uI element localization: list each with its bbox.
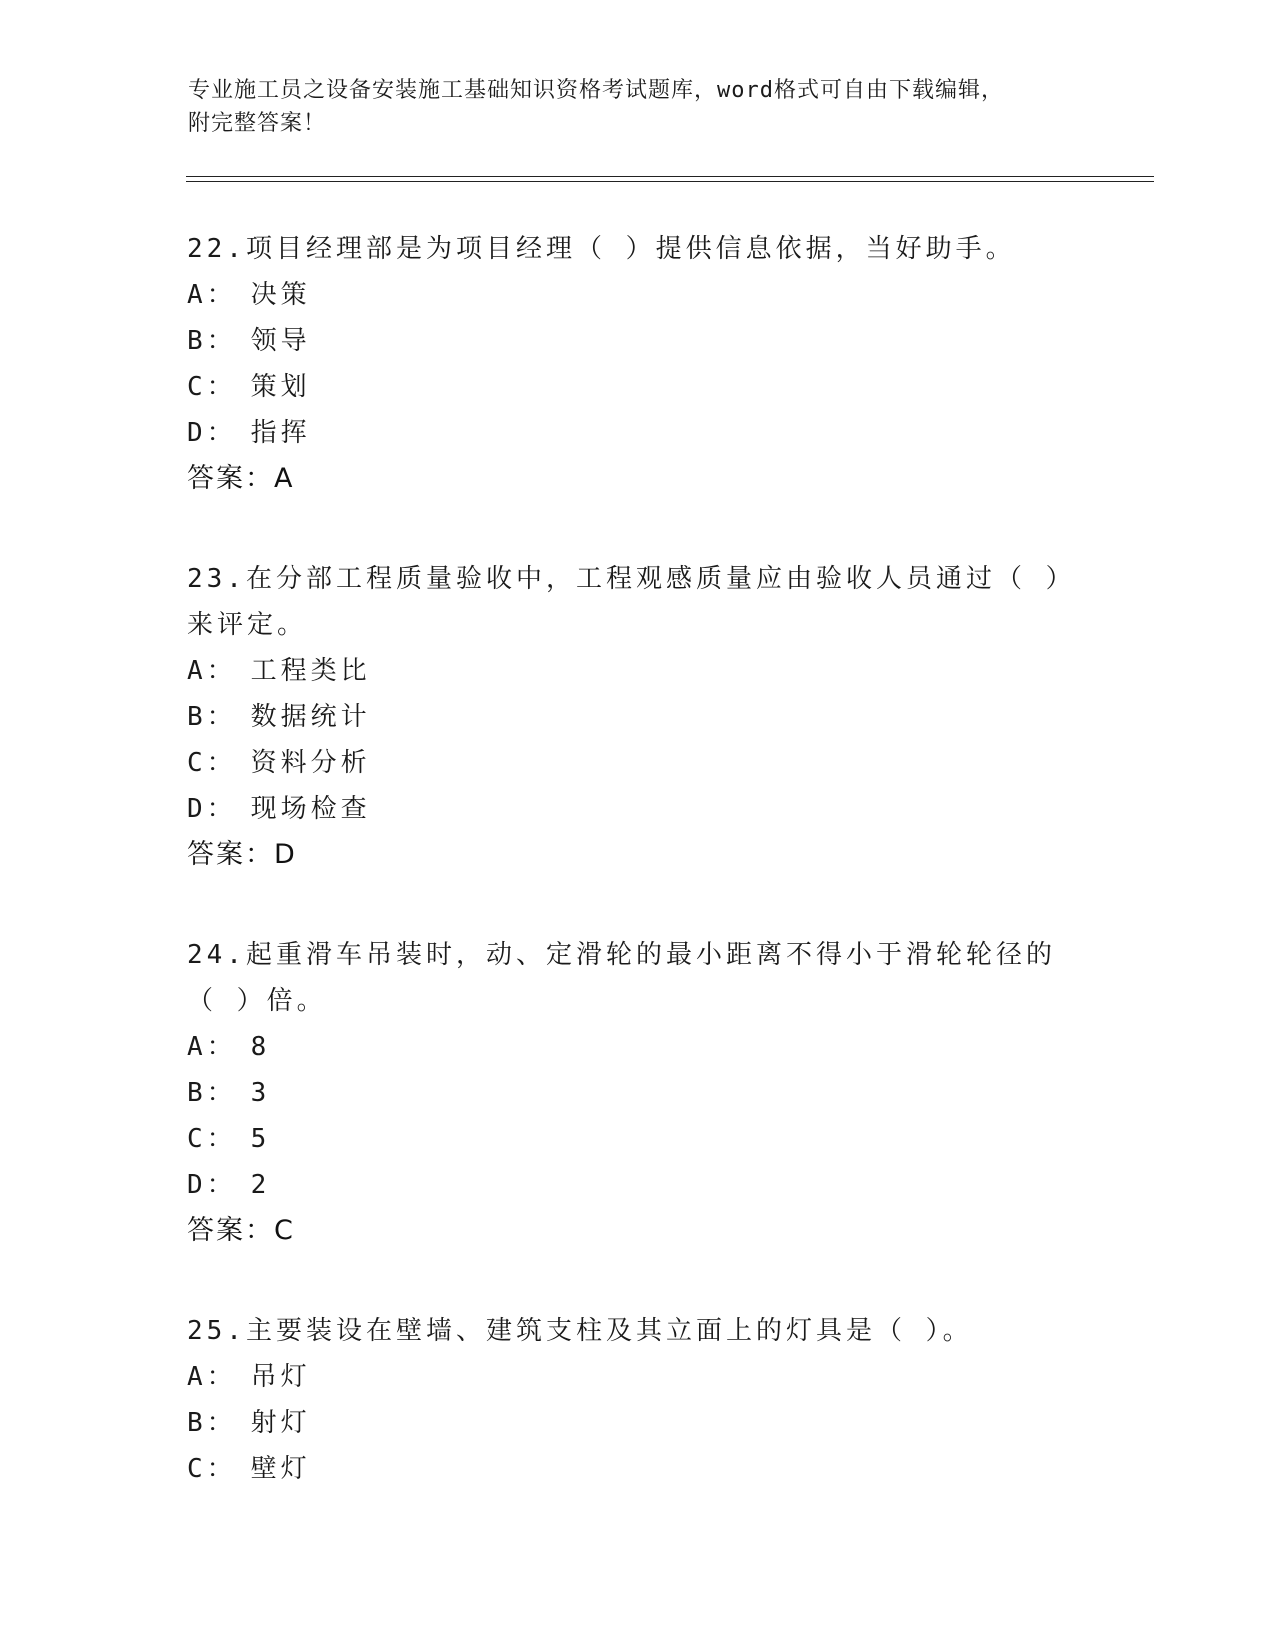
answer-line: 答案：A xyxy=(187,463,295,494)
option-d xyxy=(187,786,1067,832)
question-stem: 22.项目经理部是为项目经理（ ）提供信息依据，当好助手。 xyxy=(187,234,1016,264)
option-text: 8 xyxy=(250,1032,271,1062)
answer-line: 答案：C xyxy=(187,1215,295,1246)
option-c xyxy=(187,1446,1067,1492)
header-divider-bottom xyxy=(186,181,1154,182)
answer-line: 答案：D xyxy=(187,839,297,870)
option-text: 资料分析 xyxy=(250,748,371,778)
option-key: C： xyxy=(187,1454,237,1484)
option-d xyxy=(187,1162,1067,1208)
option-key: A： xyxy=(187,1362,237,1392)
option-key: B： xyxy=(187,1408,237,1438)
option-text: 数据统计 xyxy=(250,702,371,732)
question-stem: 24.起重滑车吊装时，动、定滑轮的最小距离不得小于滑轮轮径的（ ）倍。 xyxy=(187,940,1056,1016)
option-key: D： xyxy=(187,418,237,448)
option-d xyxy=(187,410,1067,456)
option-b xyxy=(187,1400,1067,1446)
option-a xyxy=(187,1354,1067,1400)
option-b xyxy=(187,318,1067,364)
option-b xyxy=(187,694,1067,740)
header-line-2: 附完整答案！ xyxy=(188,111,327,136)
question-24 xyxy=(187,932,1067,1254)
option-key: C： xyxy=(187,748,237,778)
header-line-1: 专业施工员之设备安装施工基础知识资格考试题库，word格式可自由下载编辑， xyxy=(188,78,1004,103)
option-a xyxy=(187,272,1067,318)
option-key: A： xyxy=(187,280,237,310)
option-text: 2 xyxy=(250,1170,271,1200)
option-key: C： xyxy=(187,1124,237,1154)
option-key: B： xyxy=(187,1078,237,1108)
option-key: C： xyxy=(187,372,237,402)
option-key: B： xyxy=(187,702,237,732)
question-22 xyxy=(187,226,1067,502)
option-text: 指挥 xyxy=(250,418,311,448)
question-stem: 25.主要装设在壁墙、建筑支柱及其立面上的灯具是（ ）。 xyxy=(187,1316,973,1346)
option-text: 3 xyxy=(250,1078,271,1108)
option-text: 决策 xyxy=(250,280,311,310)
option-c xyxy=(187,1116,1067,1162)
option-text: 领导 xyxy=(250,326,311,356)
option-text: 现场检查 xyxy=(250,794,371,824)
option-c xyxy=(187,740,1067,786)
header-divider-top xyxy=(186,176,1154,177)
option-key: D： xyxy=(187,794,237,824)
question-23 xyxy=(187,556,1067,878)
option-key: B： xyxy=(187,326,237,356)
option-text: 壁灯 xyxy=(250,1454,311,1484)
option-b xyxy=(187,1070,1067,1116)
option-text: 射灯 xyxy=(250,1408,311,1438)
question-list xyxy=(187,226,1067,1546)
option-a xyxy=(187,648,1067,694)
option-text: 工程类比 xyxy=(250,656,371,686)
question-25 xyxy=(187,1308,1067,1492)
option-a xyxy=(187,1024,1067,1070)
option-key: A： xyxy=(187,1032,237,1062)
question-stem: 23.在分部工程质量验收中，工程观感质量应由验收人员通过（ ）来评定。 xyxy=(187,564,1063,640)
document-header xyxy=(188,74,1068,140)
option-text: 策划 xyxy=(250,372,311,402)
option-key: D： xyxy=(187,1170,237,1200)
option-text: 5 xyxy=(250,1124,271,1154)
option-text: 吊灯 xyxy=(250,1362,311,1392)
option-key: A： xyxy=(187,656,237,686)
option-c xyxy=(187,364,1067,410)
